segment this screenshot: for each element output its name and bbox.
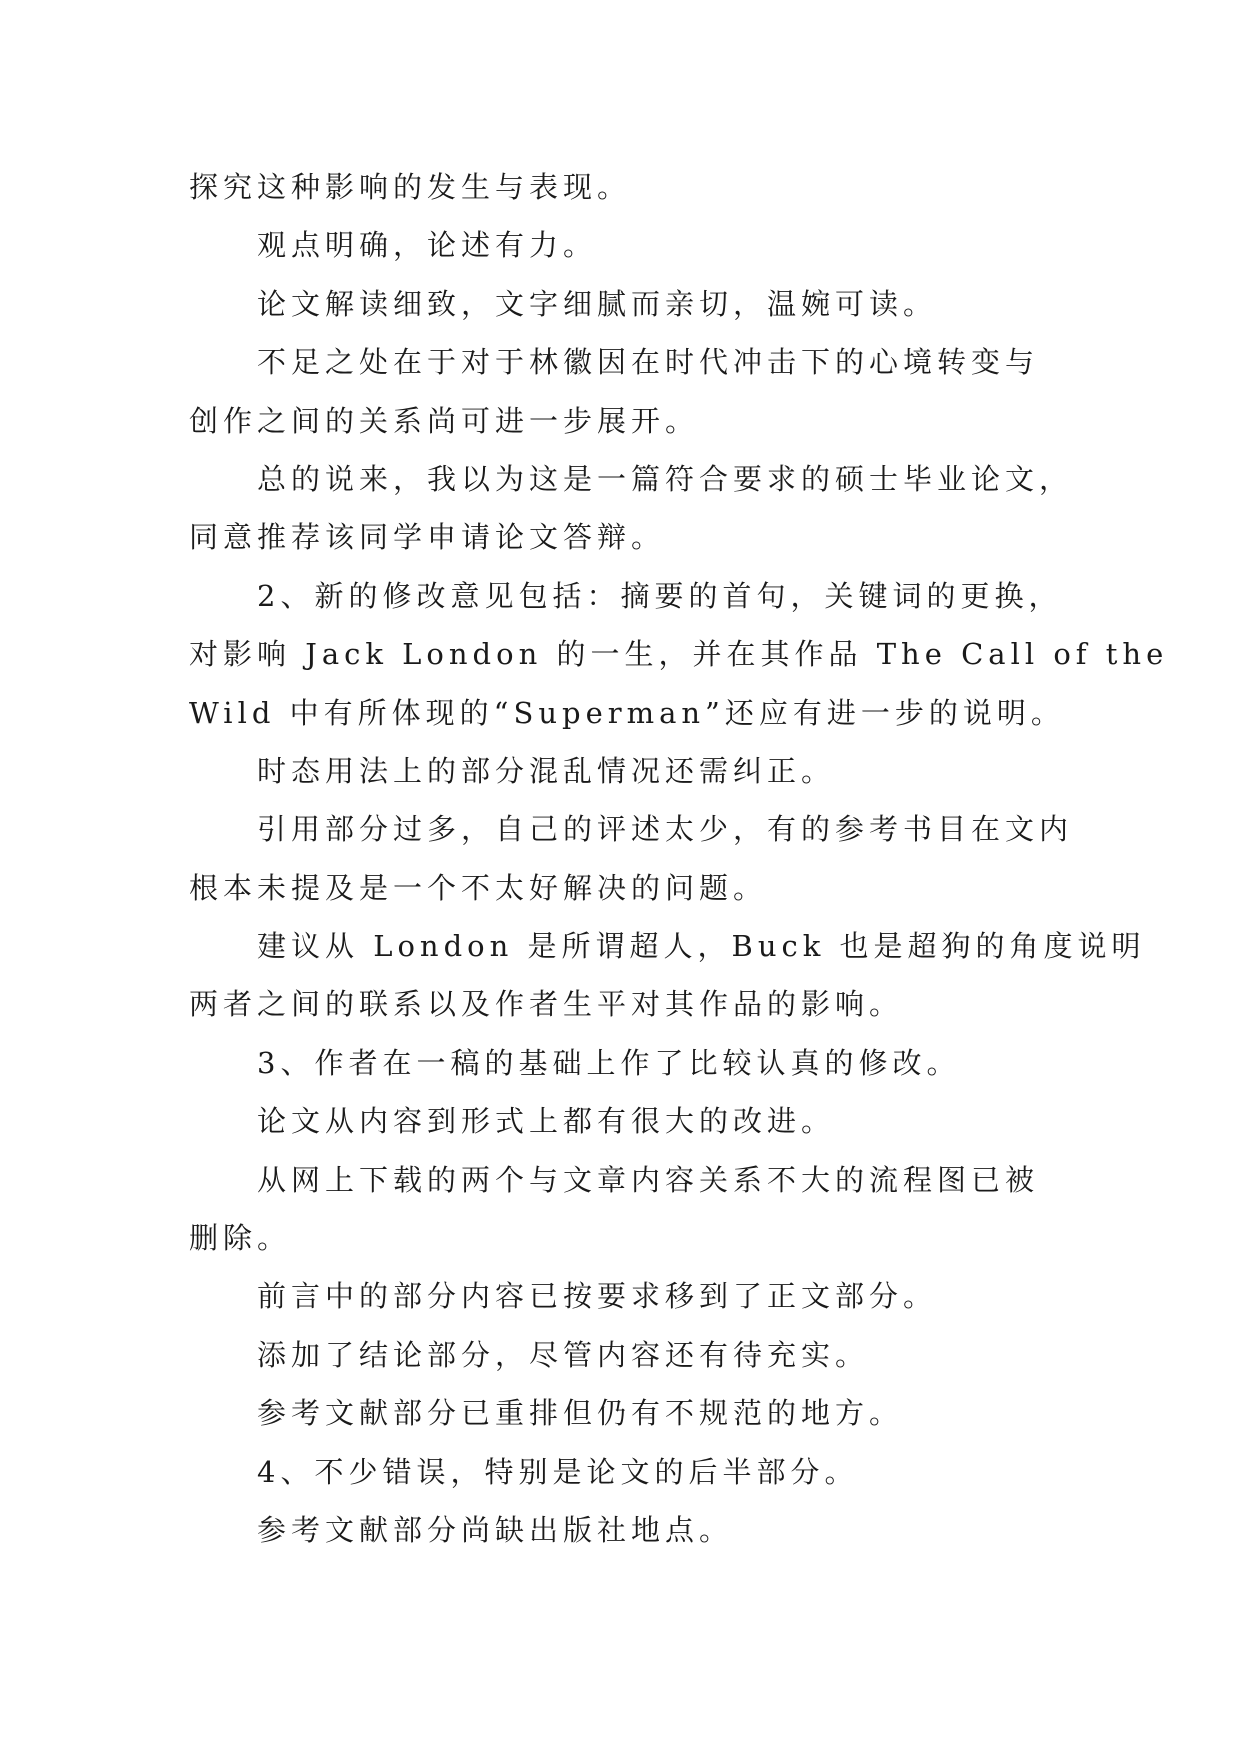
text-line: 4、不少错误，特别是论文的后半部分。 (257, 1454, 859, 1489)
text-line: 根本未提及是一个不太好解决的问题。 (189, 870, 768, 905)
text-line: 建议从 London 是所谓超人，Buck 也是超狗的角度说明 (257, 929, 1146, 964)
text-line: 探究这种影响的发生与表现。 (189, 170, 632, 204)
text-line: 总的说来，我以为这是一篇符合要求的硕士毕业论文， (257, 461, 1074, 496)
text-line: 观点明确，论述有力。 (257, 228, 598, 263)
text-line: 两者之间的联系以及作者生平对其作品的影响。 (189, 987, 904, 1022)
text-line: 对影响 Jack London 的一生，并在其作品 The Call of the (189, 637, 1169, 672)
text-line: 3、作者在一稿的基础上作了比较认真的修改。 (257, 1045, 961, 1080)
text-line: 同意推荐该同学申请论文答辩。 (189, 520, 666, 555)
text-line: 论文解读细致，文字细腻而亲切，温婉可读。 (257, 286, 938, 321)
text-line: 删除。 (189, 1221, 292, 1256)
text-line: 引用部分过多，自己的评述太少，有的参考书目在文内 (257, 812, 1074, 847)
text-line: 时态用法上的部分混乱情况还需纠正。 (257, 753, 836, 788)
text-line: 参考文献部分已重排但仍有不规范的地方。 (257, 1396, 904, 1431)
text-line: 参考文献部分尚缺出版社地点。 (257, 1512, 734, 1547)
text-line: 论文从内容到形式上都有很大的改进。 (257, 1104, 836, 1139)
text-line: 添加了结论部分，尽管内容还有待充实。 (257, 1337, 870, 1372)
document-body (189, 158, 1169, 1559)
text-line: 前言中的部分内容已按要求移到了正文部分。 (257, 1279, 938, 1314)
text-line: Wild 中有所体现的“Superman”还应有进一步的说明。 (189, 695, 1065, 730)
text-line: 从网上下载的两个与文章内容关系不大的流程图已被 (257, 1162, 1040, 1197)
text-line: 创作之间的关系尚可进一步展开。 (189, 403, 700, 438)
text-line: 不足之处在于对于林徽因在时代冲击下的心境转变与 (257, 345, 1040, 380)
text-line: 2、新的修改意见包括：摘要的首句，关键词的更换， (257, 578, 1063, 613)
